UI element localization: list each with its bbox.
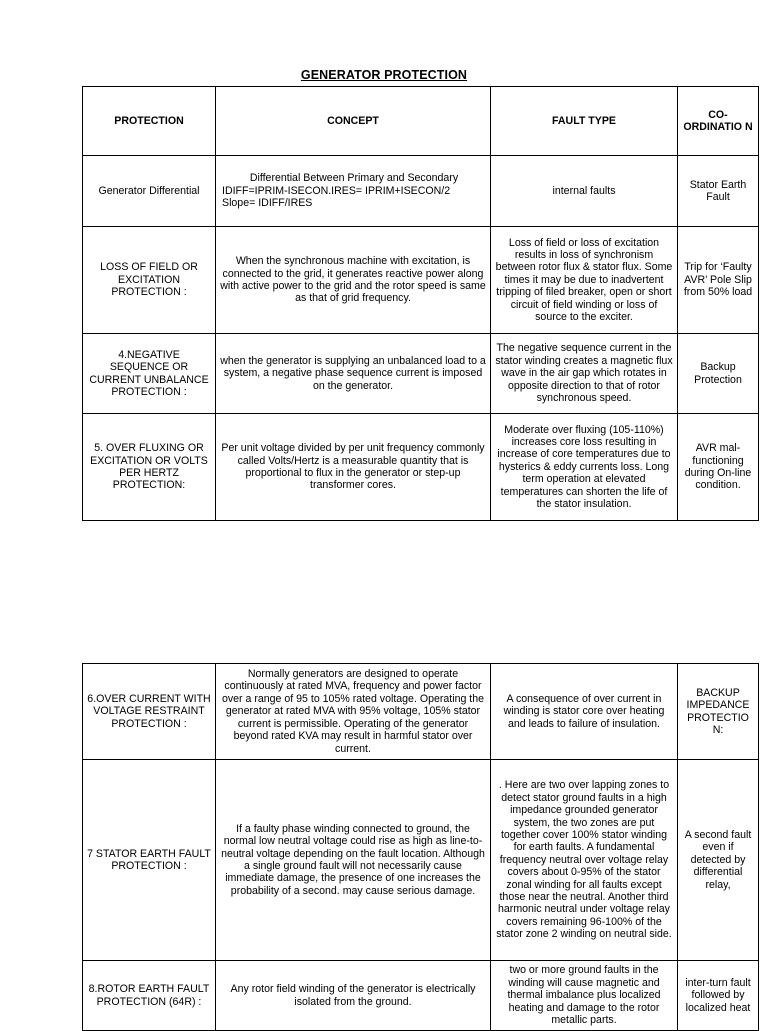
protection-table-2 bbox=[82, 663, 759, 1031]
cell-concept bbox=[216, 156, 491, 227]
cell-concept: When the synchronous machine with excitation, is connected to the grid, it generates reactive power along with active power to the grid and the rotor speed is same as that of grid frequency. bbox=[216, 227, 491, 334]
cell-coordination: AVR mal-functioning during On-line condition. bbox=[678, 414, 759, 521]
table-row bbox=[83, 664, 759, 760]
cell-coordination: A second fault even if detected by differential relay, bbox=[678, 760, 759, 961]
concept-slope: Slope= IDIFF/IRES bbox=[222, 197, 313, 210]
cell-concept: when the generator is supplying an unbalanced load to a system, a negative phase sequence current is imposed on the generator. bbox=[216, 334, 491, 414]
concept-formula: IDIFF=IPRIM-ISECON.IRES= IPRIM+ISECON/2 bbox=[222, 184, 451, 197]
header-coordination: CO-ORDINATIO N bbox=[678, 87, 759, 156]
header-fault-type: FAULT TYPE bbox=[491, 87, 678, 156]
table-row bbox=[83, 414, 759, 521]
concept-line: Differential Between Primary and Secondary bbox=[249, 172, 459, 185]
cell-concept: Per unit voltage divided by per unit frequency commonly called Volts/Hertz is a measurable quantity that is proportional to flux in the generator or step-up transformer cores. bbox=[216, 414, 491, 521]
cell-protection: LOSS OF FIELD OR EXCITATION PROTECTION : bbox=[83, 227, 216, 334]
cell-protection: 7 STATOR EARTH FAULT PROTECTION : bbox=[83, 760, 216, 961]
table-row bbox=[83, 227, 759, 334]
table-header-row bbox=[83, 87, 759, 156]
cell-fault-type: internal faults bbox=[491, 156, 678, 227]
cell-protection: 8.ROTOR EARTH FAULT PROTECTION (64R) : bbox=[83, 961, 216, 1031]
cell-protection: 6.OVER CURRENT WITH VOLTAGE RESTRAINT PROTECTION : bbox=[83, 664, 216, 760]
cell-coordination: inter-turn fault followed by localized heat bbox=[678, 961, 759, 1031]
page-title: GENERATOR PROTECTION bbox=[300, 68, 468, 82]
header-protection: PROTECTION bbox=[83, 87, 216, 156]
cell-fault-type: . Here are two over lapping zones to detect stator ground faults in a high impedance grounded generator system, the two zones are put together cover 100% stator winding for earth faults. A fundamental frequency neutral over voltage relay covers about 0-95% of the stator zonal winding for all faults except those near the neutral. Another third harmonic neutral under voltage relay covers remaining 96-100% of the stator zone 2 winding on neutral side. bbox=[491, 760, 678, 961]
cell-fault-type: The negative sequence current in the stator winding creates a magnetic flux wave in the air gap which rotates in opposite direction to that of rotor synchronous speed. bbox=[491, 334, 678, 414]
header-concept: CONCEPT bbox=[216, 87, 491, 156]
table-row bbox=[83, 961, 759, 1031]
protection-table-1 bbox=[82, 86, 759, 521]
cell-concept: Any rotor field winding of the generator is electrically isolated from the ground. bbox=[216, 961, 491, 1031]
cell-fault-type: two or more ground faults in the winding will cause magnetic and thermal imbalance plus localized heating and damage to the rotor metallic parts. bbox=[491, 961, 678, 1031]
cell-protection: 4.NEGATIVE SEQUENCE OR CURRENT UNBALANCE PROTECTION : bbox=[83, 334, 216, 414]
cell-fault-type: Moderate over fluxing (105-110%) increases core loss resulting in increase of core temperatures due to hysterics & eddy currents loss. Long term operation at elevated temperatures can shorten the life of the stator insulation. bbox=[491, 414, 678, 521]
cell-protection: Generator Differential bbox=[83, 156, 216, 227]
cell-protection: 5. OVER FLUXING OR EXCITATION OR VOLTS PER HERTZ PROTECTION: bbox=[83, 414, 216, 521]
cell-concept: If a faulty phase winding connected to ground, the normal low neutral voltage could rise as high as line-to-neutral voltage depending on the fault location. Although a single ground fault will not necessarily cause immediate damage, the presence of one increases the probability of a second. may cause serious damage. bbox=[216, 760, 491, 961]
table-row bbox=[83, 156, 759, 227]
cell-fault-type: A consequence of over current in winding is stator core over heating and leads to failure of insulation. bbox=[491, 664, 678, 760]
cell-fault-type: Loss of field or loss of excitation results in loss of synchronism between rotor flux & stator flux. Some times it may be due to inadvertent tripping of filed breaker, open or short circuit of field winding or loss of source to the exciter. bbox=[491, 227, 678, 334]
cell-coordination: BACKUP IMPEDANCE PROTECTIO N: bbox=[678, 664, 759, 760]
cell-coordination: Trip for ‘Faulty AVR’ Pole Slip from 50% load bbox=[678, 227, 759, 334]
cell-coordination: Stator Earth Fault bbox=[678, 156, 759, 227]
cell-coordination: Backup Protection bbox=[678, 334, 759, 414]
table-row bbox=[83, 334, 759, 414]
cell-concept: Normally generators are designed to operate continuously at rated MVA, frequency and power factor over a range of 95 to 105% rated voltage. Operating the generator at rated MVA with 95% voltage, 105% stator current is permissible. Operating of the generator beyond rated KVA may result in harmful stator over current. bbox=[216, 664, 491, 760]
table-row bbox=[83, 760, 759, 961]
